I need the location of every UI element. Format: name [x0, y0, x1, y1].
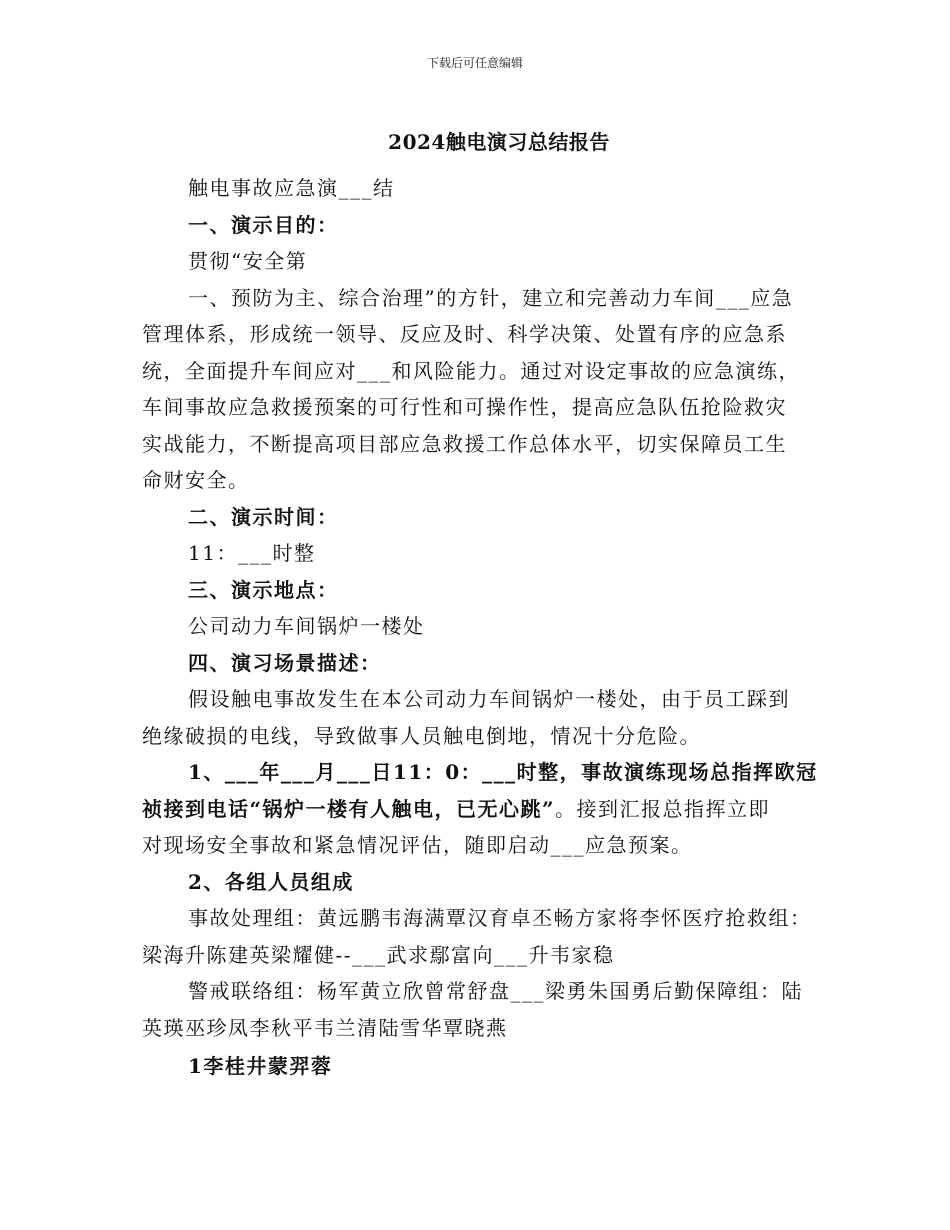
paragraph-line: 1、___年___月___日11：0：___时整，事故演练现场总指挥欧冠 [188, 760, 818, 784]
section-heading-scenario: 四、演习场景描述： [188, 650, 382, 675]
section-heading-place: 三、演示地点： [188, 577, 339, 602]
section-heading-time: 二、演示时间： [188, 504, 339, 529]
header-note: 下载后可任意编辑 [426, 56, 523, 70]
regular-fragment: 。接到汇报总指挥立即 [555, 796, 771, 821]
bold-fragment: 祯接到电话“锅炉一楼有人触电，已无心跳” [142, 796, 556, 821]
paragraph-line-mixed [142, 791, 822, 828]
paragraph-line: 对现场安全事故和紧急情况评估，随即启动___应急预案。 [142, 833, 693, 857]
paragraph-line: 假设触电事故发生在本公司动力车间锅炉一楼处，由于员工踩到 [188, 687, 790, 711]
paragraph-line: 车间事故应急救援预案的可行性和可操作性，提高应急队伍抢险救灾 [142, 395, 787, 419]
document-title: 2024触电演习总结报告 [388, 130, 610, 154]
paragraph-line: 梁海升陈建英梁耀健--___武求鄢富向___升韦家稳 [142, 942, 615, 967]
document-body [142, 170, 822, 1085]
time-value: 11：___时整 [188, 541, 316, 565]
paragraph-line: 绝缘破损的电线，导致做事人员触电倒地，情况十分危险。 [142, 723, 701, 748]
paragraph-line: 1李桂井蒙羿蓉 [188, 1054, 333, 1078]
paragraph-line: 贯彻“安全第 [188, 249, 308, 273]
subtitle: 触电事故应急演___结 [188, 176, 395, 200]
place-value: 公司动力车间锅炉一楼处 [188, 614, 425, 638]
section-heading-purpose: 一、演示目的： [188, 212, 339, 237]
paragraph-line: 英瑛巫珍凤李秋平韦兰清陆雪华覃晓燕 [142, 1015, 508, 1040]
paragraph-line: 管理体系，形成统一领导、反应及时、科学决策、处置有序的应急系 [142, 322, 787, 346]
paragraph-line: 事故处理组：黄远鹏韦海满覃汉育卓丕畅方家将李怀医疗抢救组： [188, 906, 812, 930]
paragraph-line: 警戒联络组：杨军黄立欣曾常舒盘___梁勇朱国勇后勤保障组：陆 [188, 979, 803, 1003]
paragraph-line: 一、预防为主、综合治理”的方针，建立和完善动力车间___应急 [188, 285, 794, 310]
paragraph-line: 实战能力，不断提高项目部应急救援工作总体水平，切实保障员工生 [142, 431, 787, 456]
section-heading-groups: 2、各组人员组成 [188, 869, 354, 894]
paragraph-line: 统，全面提升车间应对___和风险能力。通过对设定事故的应急演练， [142, 358, 800, 383]
paragraph-line: 命财安全。 [142, 468, 250, 492]
